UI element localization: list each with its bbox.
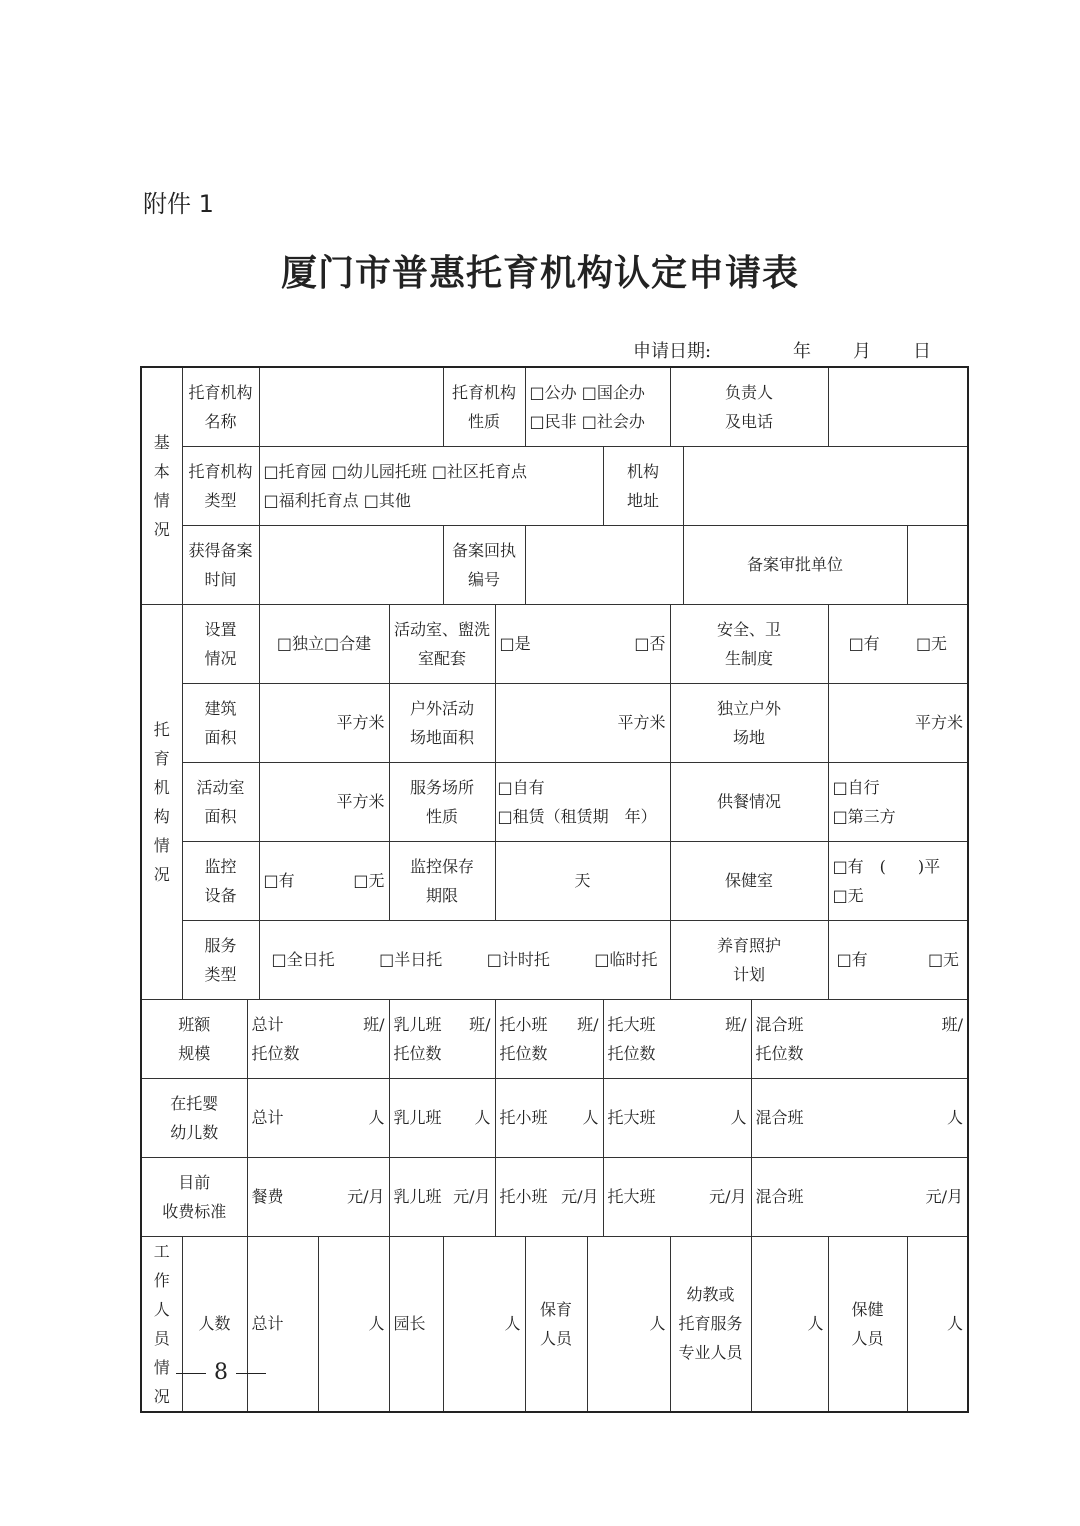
leader-phone-field[interactable]: [828, 367, 968, 446]
venue-nature-options[interactable]: □自有 □租赁（租赁期 年）: [495, 762, 670, 841]
org-nature-options[interactable]: □公办 □国企办 □民非 □社会办: [525, 367, 670, 446]
venue-nature-label: 服务场所 性质: [389, 762, 495, 841]
section-basic: 基本情况: [141, 367, 182, 604]
setup-options[interactable]: □独立□合建: [259, 604, 389, 683]
monitor-label: 监控 设备: [182, 841, 259, 920]
record-time-label: 获得备案 时间: [182, 525, 259, 604]
org-name-field[interactable]: [259, 367, 443, 446]
monitor-retention-field[interactable]: 天: [495, 841, 670, 920]
health-room-options[interactable]: □有 ( )平 □无: [828, 841, 968, 920]
class-size-label: 班额 规模: [141, 999, 247, 1078]
staff-health-field[interactable]: 人: [907, 1236, 968, 1412]
class-mixed[interactable]: 混合班 班/ 托位数: [751, 999, 968, 1078]
date-label: 申请日期:: [633, 341, 712, 362]
row-basic-3: [141, 525, 968, 604]
row-inst-5: [141, 920, 968, 999]
fee-mixed[interactable]: 混合班 元/月: [751, 1157, 968, 1236]
org-name-label: 托育机构 名称: [182, 367, 259, 446]
fee-meal[interactable]: 餐费 元/月: [247, 1157, 389, 1236]
staff-total-label: 总计: [247, 1236, 318, 1412]
org-nature-label: 托育机构 性质: [443, 367, 525, 446]
fee-infant[interactable]: 乳儿班 元/月: [389, 1157, 495, 1236]
indep-outdoor-label: 独立户外 场地: [670, 683, 828, 762]
room-match-options[interactable]: □是 □否: [495, 604, 670, 683]
row-inst-2: [141, 683, 968, 762]
staff-count-label: 人数: [182, 1236, 247, 1412]
row-inst-1: [141, 604, 968, 683]
setup-label: 设置 情况: [182, 604, 259, 683]
activity-room-label: 活动室 面积: [182, 762, 259, 841]
section-staff: 工作人员情况: [141, 1236, 182, 1412]
indep-outdoor-field[interactable]: 平方米: [828, 683, 968, 762]
row-fees: [141, 1157, 968, 1236]
staff-teacher-label: 幼教或 托育服务 专业人员: [670, 1236, 751, 1412]
application-form-table: [140, 366, 969, 1413]
kids-infant[interactable]: 乳儿班 人: [389, 1078, 495, 1157]
staff-caregiver-field[interactable]: 人: [587, 1236, 670, 1412]
service-type-options[interactable]: □全日托 □半日托 □计时托 □临时托: [259, 920, 670, 999]
address-field[interactable]: [683, 446, 968, 525]
building-area-field[interactable]: 平方米: [259, 683, 389, 762]
building-area-label: 建筑 面积: [182, 683, 259, 762]
row-class-size: [141, 999, 968, 1078]
care-plan-label: 养育照护 计划: [670, 920, 828, 999]
safety-label: 安全、卫 生制度: [670, 604, 828, 683]
room-match-label: 活动室、盥洗 室配套: [389, 604, 495, 683]
care-plan-options[interactable]: □有 □无: [828, 920, 968, 999]
kids-toddler-large[interactable]: 托大班 人: [603, 1078, 751, 1157]
row-inst-4: [141, 841, 968, 920]
staff-director-field[interactable]: 人: [443, 1236, 525, 1412]
class-total[interactable]: 总计 班/ 托位数: [247, 999, 389, 1078]
date-month: 月: [853, 341, 871, 362]
kids-toddler-small[interactable]: 托小班 人: [495, 1078, 603, 1157]
staff-director-label: 园长: [389, 1236, 443, 1412]
monitor-options[interactable]: □有 □无: [259, 841, 389, 920]
date-year: 年: [793, 341, 811, 362]
approval-unit-field[interactable]: [907, 525, 968, 604]
record-time-field[interactable]: [259, 525, 443, 604]
catering-label: 供餐情况: [670, 762, 828, 841]
approval-unit-label: 备案审批单位: [683, 525, 907, 604]
leader-phone-label: 负责人 及电话: [670, 367, 828, 446]
attachment-label: 附件 1: [143, 190, 214, 218]
safety-options[interactable]: □有 □无: [828, 604, 968, 683]
receipt-no-label: 备案回执 编号: [443, 525, 525, 604]
outdoor-area-label: 户外活动 场地面积: [389, 683, 495, 762]
section-institution: 托育机构情况: [141, 604, 182, 999]
kids-total[interactable]: 总计 人: [247, 1078, 389, 1157]
children-label: 在托婴 幼儿数: [141, 1078, 247, 1157]
row-basic-2: [141, 446, 968, 525]
fee-toddler-small[interactable]: 托小班 元/月: [495, 1157, 603, 1236]
activity-room-field[interactable]: 平方米: [259, 762, 389, 841]
staff-teacher-field[interactable]: 人: [751, 1236, 828, 1412]
class-infant[interactable]: 乳儿班 班/ 托位数: [389, 999, 495, 1078]
page-number: 8: [168, 1360, 274, 1385]
form-title: 厦门市普惠托育机构认定申请表: [280, 252, 799, 294]
org-type-label: 托育机构 类型: [182, 446, 259, 525]
row-staff: [141, 1236, 968, 1412]
row-basic-1: [141, 367, 968, 446]
kids-mixed[interactable]: 混合班 人: [751, 1078, 968, 1157]
fee-toddler-large[interactable]: 托大班 元/月: [603, 1157, 751, 1236]
staff-caregiver-label: 保育 人员: [525, 1236, 587, 1412]
date-day: 日: [913, 341, 931, 362]
staff-health-label: 保健 人员: [828, 1236, 907, 1412]
address-label: 机构 地址: [603, 446, 683, 525]
class-toddler-large[interactable]: 托大班 班/ 托位数: [603, 999, 751, 1078]
catering-options[interactable]: □自行 □第三方: [828, 762, 968, 841]
org-type-options[interactable]: □托育园 □幼儿园托班 □社区托育点 □福利托育点 □其他: [259, 446, 603, 525]
row-inst-3: [141, 762, 968, 841]
staff-total-field[interactable]: 人: [318, 1236, 389, 1412]
row-children: [141, 1078, 968, 1157]
receipt-no-field[interactable]: [525, 525, 683, 604]
monitor-retention-label: 监控保存 期限: [389, 841, 495, 920]
class-toddler-small[interactable]: 托小班 班/ 托位数: [495, 999, 603, 1078]
fees-label: 目前 收费标准: [141, 1157, 247, 1236]
outdoor-area-field[interactable]: 平方米: [495, 683, 670, 762]
health-room-label: 保健室: [670, 841, 828, 920]
service-type-label: 服务 类型: [182, 920, 259, 999]
